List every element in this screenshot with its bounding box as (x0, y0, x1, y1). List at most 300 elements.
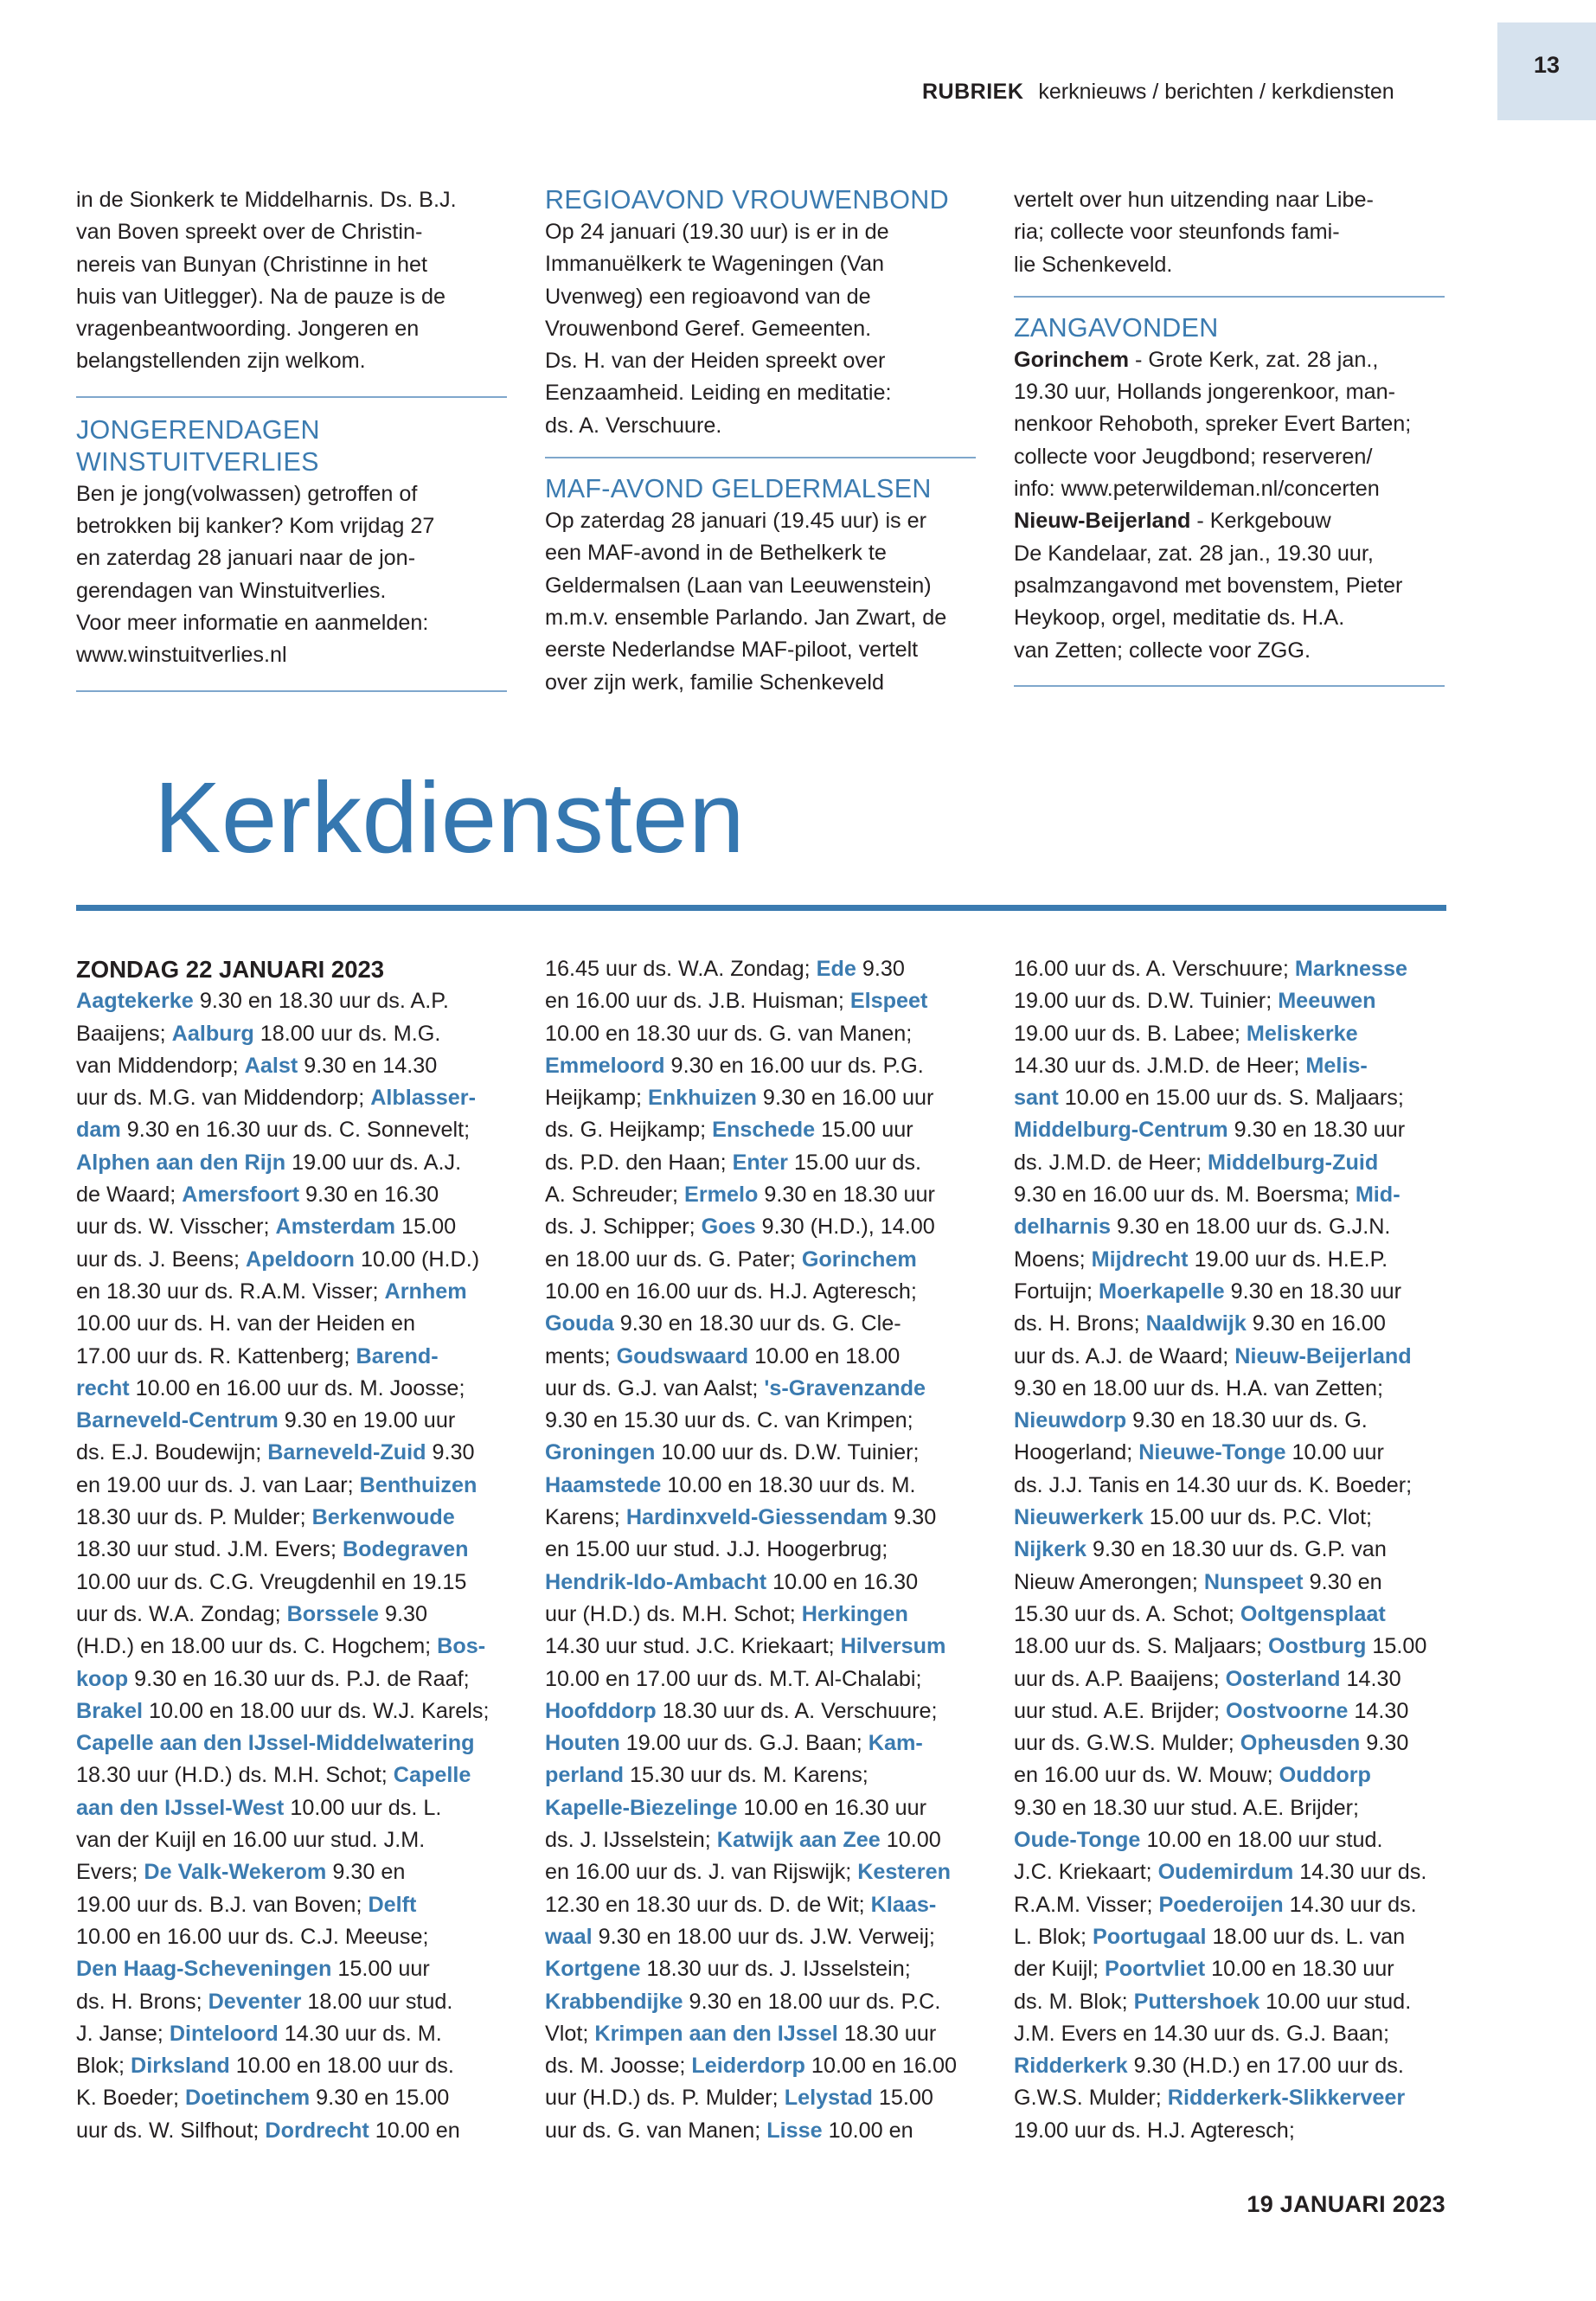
service-line (76, 1824, 509, 1856)
service-line (545, 2018, 977, 2050)
service-details: 18.30 uur ds. P. Mulder; (76, 1505, 312, 1530)
text-line: De Kandelaar, zat. 28 jan., 19.30 uur, (1014, 541, 1374, 566)
service-details: van Middendorp; (76, 1053, 245, 1078)
service-details: 15.00 uur ds. P.C. Vlot; (1143, 1505, 1372, 1530)
service-line (76, 1631, 509, 1663)
text-line: Op 24 januari (19.30 uur) is er in de (545, 220, 889, 244)
service-details: 10.00 (880, 1828, 941, 1853)
service-details: Moens; (1014, 1247, 1092, 1272)
service-details: 19.00 uur ds. B. Labee; (1014, 1021, 1247, 1046)
intro-paragraph (76, 184, 509, 378)
service-line (1014, 953, 1446, 985)
service-details: ds. J.J. Tanis en 14.30 uur ds. K. Boeder; (1014, 1472, 1413, 1497)
place-name: Arnhem (384, 1279, 467, 1304)
service-details: ds. J. Schipper; (545, 1215, 702, 1240)
service-details: uur ds. A.P. Baaijens; (1014, 1666, 1226, 1691)
place-name: Naaldwijk (1145, 1311, 1247, 1336)
place-name: Aalst (244, 1053, 298, 1078)
service-line (76, 1050, 509, 1082)
text-line: belangstellenden zijn welkom. (76, 349, 366, 374)
service-details: 14.30 (1348, 1698, 1409, 1723)
service-line (545, 985, 977, 1017)
place-name: Marknesse (1294, 957, 1408, 981)
service-details: 9.30 en 18.30 uur stud. A.E. Brijder; (1014, 1795, 1360, 1820)
service-line (76, 1759, 509, 1791)
text-line: nereis van Bunyan (Christinne in het (76, 252, 428, 277)
place-name: Capelle aan den IJssel-Middelwatering (76, 1731, 475, 1756)
service-details: en 18.30 uur ds. R.A.M. Visser; (76, 1279, 385, 1304)
place-name: Ede (816, 957, 856, 981)
vrouwenbond-body (545, 216, 977, 442)
service-details: 14.30 (1340, 1666, 1401, 1691)
place-name: Bodegraven (342, 1537, 469, 1562)
services-column-3 (1014, 953, 1446, 2147)
service-line (545, 1534, 977, 1566)
service-line (545, 1599, 977, 1631)
service-line (1014, 1502, 1446, 1534)
place-name: Alphen aan den Rijn (76, 1150, 286, 1175)
service-details: Heijkamp; (545, 1086, 648, 1111)
service-details: ds. M. Joosse; (545, 2054, 692, 2079)
place-name: Nieuwdorp (1014, 1408, 1127, 1433)
service-details: ds. J.M.D. de Heer; (1014, 1150, 1208, 1175)
service-line (1014, 1470, 1446, 1502)
header-rubriek: RUBRIEK (922, 80, 1024, 104)
service-line (1014, 2018, 1446, 2050)
service-details: 10.00 uur ds. C.G. Vreugdenhil en 19.15 (76, 1569, 467, 1594)
place-name: Hilversum (840, 1634, 946, 1659)
service-details: 9.30 (379, 1601, 428, 1626)
service-line (76, 1889, 509, 1921)
place-name: Enschede (712, 1118, 816, 1143)
place-name: perland (545, 1763, 624, 1788)
service-details: ds. H. Brons; (1014, 1311, 1146, 1336)
service-details: 10.00 en 15.00 uur ds. S. Maljaars; (1058, 1086, 1404, 1111)
service-details: 10.00 en 18.00 uur ds. W.J. Karels; (143, 1698, 490, 1723)
service-line (1014, 1889, 1446, 1921)
divider (76, 396, 507, 398)
service-line (76, 1179, 509, 1211)
service-line (76, 1502, 509, 1534)
service-details: 9.30 en 18.30 uur (1224, 1279, 1402, 1304)
service-line (545, 1147, 977, 1179)
place-name: Ermelo (684, 1183, 759, 1208)
place-name: Kapelle-Biezelinge (545, 1795, 738, 1820)
service-line (1014, 1534, 1446, 1566)
service-line (545, 1082, 977, 1114)
place-name: 's-Gravenzande (764, 1375, 926, 1400)
service-details: 18.00 uur ds. M.G. (253, 1021, 441, 1046)
place-name: Brakel (76, 1698, 144, 1723)
service-details: 9.30 (1360, 1731, 1409, 1756)
service-details: 19.00 uur ds. A.J. (285, 1150, 462, 1175)
service-line (545, 1695, 977, 1727)
service-line (1014, 1695, 1446, 1727)
service-details: 15.30 uur ds. A. Schot; (1014, 1601, 1240, 1626)
service-line (76, 1018, 509, 1050)
service-details: 15.00 (395, 1215, 457, 1240)
text-line: over zijn werk, familie Schenkeveld (545, 670, 884, 695)
footer-date: 19 JANUARI 2023 (1247, 2191, 1445, 2217)
event-location: Gorinchem (1014, 347, 1129, 372)
service-details: 10.00 (H.D.) (354, 1247, 480, 1272)
place-name: Emmeloord (545, 1053, 665, 1078)
header-sections: kerknieuws / berichten / kerkdiensten (1038, 80, 1394, 104)
service-details: van der Kuijl en 16.00 uur stud. J.M. (76, 1828, 426, 1853)
service-details: 10.00 en 17.00 uur ds. M.T. Al-Chalabi; (545, 1666, 922, 1691)
place-name: Oudemirdum (1157, 1860, 1294, 1885)
text-line: nenkoor Rehoboth, spreker Evert Barten; (1014, 412, 1412, 437)
service-details: J.M. Evers en 14.30 uur ds. G.J. Baan; (1014, 2021, 1389, 2046)
service-details: 19.00 uur ds. H.J. Agteresch; (1014, 2118, 1295, 2143)
service-details: 10.00 en 18.30 uur (1205, 1957, 1394, 1982)
service-line (545, 1179, 977, 1211)
maf-avond-body (545, 505, 977, 699)
section-heading-jongerendagen (76, 414, 509, 478)
place-name: Nieuw-Beijerland (1234, 1343, 1412, 1368)
text-line: Heykoop, orgel, meditatie ds. H.A. (1014, 606, 1345, 631)
divider (1014, 685, 1445, 687)
service-details: 10.00 en 16.00 uur ds. M. Joosse; (129, 1375, 465, 1400)
service-line (545, 1308, 977, 1340)
place-name: Elspeet (849, 989, 928, 1014)
service-line (76, 1244, 509, 1276)
place-name: Lelystad (784, 2086, 873, 2111)
text-line: eerste Nederlandse MAF-piloot, vertelt (545, 638, 919, 663)
service-line (545, 2082, 977, 2114)
place-name: Enter (732, 1150, 788, 1175)
service-details: de Waard; (76, 1183, 183, 1208)
place-name: Krabbendijke (545, 1989, 683, 2014)
service-line (76, 985, 509, 1017)
service-details: 9.30 en 18.00 uur ds. H.A. van Zetten; (1014, 1375, 1384, 1400)
service-line (1014, 1308, 1446, 1340)
service-line (545, 1341, 977, 1373)
place-name: Herkingen (801, 1601, 908, 1626)
service-details: en 19.00 uur ds. J. van Laar; (76, 1472, 360, 1497)
place-name: Alblasser- (370, 1086, 476, 1111)
service-details: en 15.00 uur stud. J.J. Hoogerbrug; (545, 1537, 888, 1562)
service-line (76, 1437, 509, 1469)
place-name: Bos- (437, 1634, 486, 1659)
service-line (76, 1792, 509, 1824)
service-details: Blok; (76, 2054, 131, 2079)
place-name: Meliskerke (1246, 1021, 1358, 1046)
service-line (76, 1695, 509, 1727)
services-list (545, 953, 977, 2147)
service-details: 9.30 en 16.30 uur ds. P.J. de Raaf; (128, 1666, 470, 1691)
place-name: Houten (545, 1731, 620, 1756)
service-details: 19.00 uur ds. H.E.P. (1188, 1247, 1388, 1272)
service-line (76, 2018, 509, 2050)
service-line (545, 1276, 977, 1308)
service-details: uur ds. J. Beens; (76, 1247, 247, 1272)
maf-continued (1014, 184, 1446, 281)
service-line (76, 1599, 509, 1631)
service-line (545, 1759, 977, 1791)
website-link[interactable]: www.winstuitverlies.nl (76, 643, 287, 668)
service-line (1014, 1018, 1446, 1050)
service-details: 10.00 uur stud. (1259, 1989, 1412, 2014)
service-line (76, 2115, 509, 2147)
place-name: Melis- (1305, 1053, 1368, 1078)
service-details: 10.00 en 18.30 uur ds. M. (661, 1472, 916, 1497)
service-details: 9.30 en 18.30 uur ds. G. (1126, 1408, 1368, 1433)
service-details: 9.30 en (326, 1860, 406, 1885)
service-line (545, 2050, 977, 2082)
place-name: Dinteloord (169, 2021, 279, 2046)
event-location: Nieuw-Beijerland (1014, 509, 1191, 534)
service-line (76, 1373, 509, 1405)
place-name: Middelburg-Zuid (1207, 1150, 1379, 1175)
service-line (76, 1211, 509, 1243)
place-name: Oostburg (1268, 1634, 1367, 1659)
service-line (545, 1889, 977, 1921)
service-details: ds. E.J. Boudewijn; (76, 1440, 268, 1465)
service-line (545, 1018, 977, 1050)
service-details: 9.30 en 15.00 (310, 2086, 450, 2111)
place-name: Nijkerk (1014, 1537, 1087, 1562)
service-details: 18.00 uur stud. (301, 1989, 453, 2014)
text-line: in de Sionkerk te Middelharnis. Ds. B.J. (76, 188, 457, 212)
service-details: Fortuijn; (1014, 1279, 1099, 1304)
service-details: 10.00 en 16.30 uur (737, 1795, 927, 1820)
text-line: lie Schenkeveld. (1014, 252, 1173, 277)
place-name: Opheusden (1240, 1731, 1361, 1756)
service-details: der Kuijl; (1014, 1957, 1105, 1982)
news-column-1 (76, 184, 509, 708)
service-details: 9.30 en 19.00 uur (278, 1408, 456, 1433)
service-line (76, 2082, 509, 2114)
place-name: Ooltgensplaat (1240, 1601, 1386, 1626)
place-name: Gouda (545, 1311, 614, 1336)
place-name: Groningen (545, 1440, 656, 1465)
text-line: ds. A. Verschuure. (545, 413, 722, 438)
service-details: 17.00 uur ds. R. Kattenberg; (76, 1343, 356, 1368)
place-name: Oosterland (1225, 1666, 1341, 1691)
place-name: Apeldoorn (246, 1247, 355, 1272)
service-line (545, 1663, 977, 1695)
service-details: 19.00 uur ds. G.J. Baan; (619, 1731, 869, 1756)
service-details: 10.00 en 16.00 (804, 2054, 958, 2079)
service-line (76, 1405, 509, 1437)
text-line: van Zetten; collecte voor ZGG. (1014, 638, 1311, 663)
service-line (1014, 1599, 1446, 1631)
page-number-tab (1497, 22, 1596, 120)
text-line (1014, 505, 1446, 537)
service-line (1014, 2115, 1446, 2147)
place-name: De Valk-Wekerom (144, 1860, 327, 1885)
service-details: uur ds. G. van Manen; (545, 2118, 767, 2143)
title-rule (76, 905, 1446, 911)
section-heading-zangavonden: ZANGAVONDEN (1014, 312, 1219, 343)
place-name: Borssele (286, 1601, 380, 1626)
service-line (1014, 985, 1446, 1017)
text-line: en zaterdag 28 januari naar de jon- (76, 546, 416, 571)
service-details: 10.00 en (822, 2118, 913, 2143)
service-line (545, 1050, 977, 1082)
service-details: 15.00 uur (815, 1118, 913, 1143)
service-line (1014, 1986, 1446, 2018)
service-details: R.A.M. Visser; (1014, 1892, 1159, 1917)
service-line (1014, 1727, 1446, 1759)
service-details: ds. J. IJsselstein; (545, 1828, 717, 1853)
page-header (922, 80, 1394, 105)
divider (76, 690, 507, 692)
service-details: 18.30 uur (837, 2021, 937, 2046)
text-line: Immanuëlkerk te Wageningen (Van (545, 252, 885, 277)
service-line (1014, 1759, 1446, 1791)
service-line (1014, 1179, 1446, 1211)
place-name: Dordrecht (265, 2118, 369, 2143)
website-link[interactable]: info: www.peterwildeman.nl/concerten (1014, 477, 1380, 502)
place-name: Enkhuizen (647, 1086, 757, 1111)
service-line (76, 1082, 509, 1114)
event-info: - Grote Kerk, zat. 28 jan., (1128, 347, 1379, 372)
service-details: uur ds. M.G. van Middendorp; (76, 1086, 371, 1111)
text-line: vertelt over hun uitzending naar Libe- (1014, 188, 1374, 212)
text-line: m.m.v. ensemble Parlando. Jan Zwart, de (545, 605, 947, 630)
service-line (76, 1114, 509, 1146)
place-name: Poederoijen (1158, 1892, 1284, 1917)
service-details: uur ds. A.J. de Waard; (1014, 1343, 1235, 1368)
service-details: en 16.00 uur ds. J. van Rijswijk; (545, 1860, 858, 1885)
place-name: Berkenwoude (311, 1505, 455, 1530)
service-details: 14.30 uur ds. M. (278, 2021, 442, 2046)
service-details: 9.30 en 16.00 uur ds. M. Boersma; (1014, 1183, 1356, 1208)
service-line (1014, 1341, 1446, 1373)
service-details: en 16.00 uur ds. J.B. Huisman; (545, 989, 850, 1014)
service-details: 9.30 en 18.00 uur ds. J.W. Verweij; (592, 1924, 935, 1949)
place-name: Goes (701, 1215, 756, 1240)
service-details: 9.30 en (1303, 1569, 1382, 1594)
service-line (76, 1663, 509, 1695)
service-line (1014, 2050, 1446, 2082)
service-line (545, 1727, 977, 1759)
place-name: Hendrik-Ido-Ambacht (545, 1569, 767, 1594)
service-details: uur ds. G.W.S. Mulder; (1014, 1731, 1240, 1756)
service-line (1014, 1824, 1446, 1856)
service-details: en 18.00 uur ds. G. Pater; (545, 1247, 802, 1272)
text-line: Geldermalsen (Laan van Leeuwenstein) (545, 573, 932, 598)
service-details: 16.45 uur ds. W.A. Zondag; (545, 957, 817, 981)
service-line (1014, 1373, 1446, 1405)
place-name: Mijdrecht (1091, 1247, 1189, 1272)
service-line (545, 1792, 977, 1824)
service-details: 10.00 en 18.30 uur ds. G. van Manen; (545, 1021, 913, 1046)
service-line (1014, 1050, 1446, 1082)
service-line (545, 1824, 977, 1856)
service-details: 19.00 uur ds. D.W. Tuinier; (1014, 989, 1279, 1014)
service-line (545, 1631, 977, 1663)
service-details: G.W.S. Mulder; (1014, 2086, 1168, 2111)
text-line: gerendagen van Winstuitverlies. (76, 578, 387, 603)
service-line (1014, 1244, 1446, 1276)
service-details: uur ds. G.J. van Aalst; (545, 1375, 765, 1400)
services-list (76, 985, 509, 2147)
place-name: Doetinchem (185, 2086, 311, 2111)
place-name: Klaas- (870, 1892, 937, 1917)
place-name: Oostvoorne (1226, 1698, 1349, 1723)
place-name: Haamstede (545, 1472, 662, 1497)
service-line (545, 1470, 977, 1502)
service-line (1014, 1953, 1446, 1985)
place-name: dam (76, 1118, 121, 1143)
place-name: Meeuwen (1278, 989, 1376, 1014)
service-details: ments; (545, 1343, 617, 1368)
service-details: 9.30 (426, 1440, 475, 1465)
divider (1014, 296, 1445, 298)
service-details: 10.00 en 18.00 (748, 1343, 901, 1368)
page-number: 13 (1533, 52, 1561, 78)
service-details: ds. G. Heijkamp; (545, 1118, 713, 1143)
place-name: Oude-Tonge (1014, 1828, 1141, 1853)
service-line (545, 1437, 977, 1469)
place-name: Aagtekerke (76, 989, 194, 1014)
service-details: 10.00 en 16.00 uur ds. C.J. Meeuse; (76, 1924, 429, 1949)
service-details: Vlot; (545, 2021, 595, 2046)
text-line: 19.30 uur, Hollands jongerenkoor, man- (1014, 380, 1396, 405)
service-line (1014, 1211, 1446, 1243)
service-line (76, 1147, 509, 1179)
place-name: Capelle (393, 1763, 471, 1788)
service-details: en 16.00 uur ds. W. Mouw; (1014, 1763, 1279, 1788)
place-name: Krimpen aan den IJssel (594, 2021, 838, 2046)
service-details: 9.30 en 15.30 uur ds. C. van Krimpen; (545, 1408, 913, 1433)
place-name: Deventer (208, 1989, 302, 2014)
place-name: Leiderdorp (691, 2054, 805, 2079)
service-details: 10.00 uur ds. H. van der Heiden en (76, 1311, 416, 1336)
service-details: 18.30 uur ds. A. Verschuure; (656, 1698, 938, 1723)
service-line (545, 1244, 977, 1276)
service-details: Baaijens; (76, 1021, 172, 1046)
service-details: ds. M. Blok; (1014, 1989, 1134, 2014)
place-name: Lisse (766, 2118, 823, 2143)
text-line (1014, 344, 1446, 376)
text-line: huis van Uitlegger). Na de pauze is de (76, 284, 446, 309)
heading-line: JONGERENDAGEN (76, 414, 320, 445)
service-details: 9.30 en 18.00 uur ds. G.J.N. (1110, 1215, 1391, 1240)
service-line (545, 1856, 977, 1888)
place-name: Hoofddorp (545, 1698, 657, 1723)
service-details: 10.00 uur ds. L. (284, 1795, 442, 1820)
service-details: 10.00 uur (1285, 1440, 1384, 1465)
place-name: Benthuizen (359, 1472, 478, 1497)
place-name: Puttershoek (1133, 1989, 1260, 2014)
place-name: aan den IJssel-West (76, 1795, 285, 1820)
service-details: 9.30 en 18.30 uur ds. G.P. van (1086, 1537, 1387, 1562)
service-details: uur (H.D.) ds. M.H. Schot; (545, 1601, 802, 1626)
service-line (76, 2050, 509, 2082)
service-line (545, 1953, 977, 1985)
service-line (545, 953, 977, 985)
service-details: 15.30 uur ds. M. Karens; (623, 1763, 869, 1788)
service-line (1014, 1921, 1446, 1953)
service-details: 18.30 uur stud. J.M. Evers; (76, 1537, 343, 1562)
service-line (545, 1502, 977, 1534)
place-name: delharnis (1014, 1215, 1111, 1240)
service-line (1014, 1405, 1446, 1437)
service-details: 18.30 uur (H.D.) ds. M.H. Schot; (76, 1763, 394, 1788)
service-details: uur ds. W. Silfhout; (76, 2118, 266, 2143)
service-details: 10.00 uur ds. D.W. Tuinier; (655, 1440, 920, 1465)
service-line (1014, 1082, 1446, 1114)
text-line: Eenzaamheid. Leiding en meditatie: (545, 381, 892, 406)
service-details: 9.30 (H.D.) en 17.00 uur ds. (1127, 2054, 1404, 2079)
service-details: 9.30 en 18.30 uur (758, 1183, 935, 1208)
service-details: ds. H. Brons; (76, 1989, 208, 2014)
service-details: 9.30 (856, 957, 905, 981)
